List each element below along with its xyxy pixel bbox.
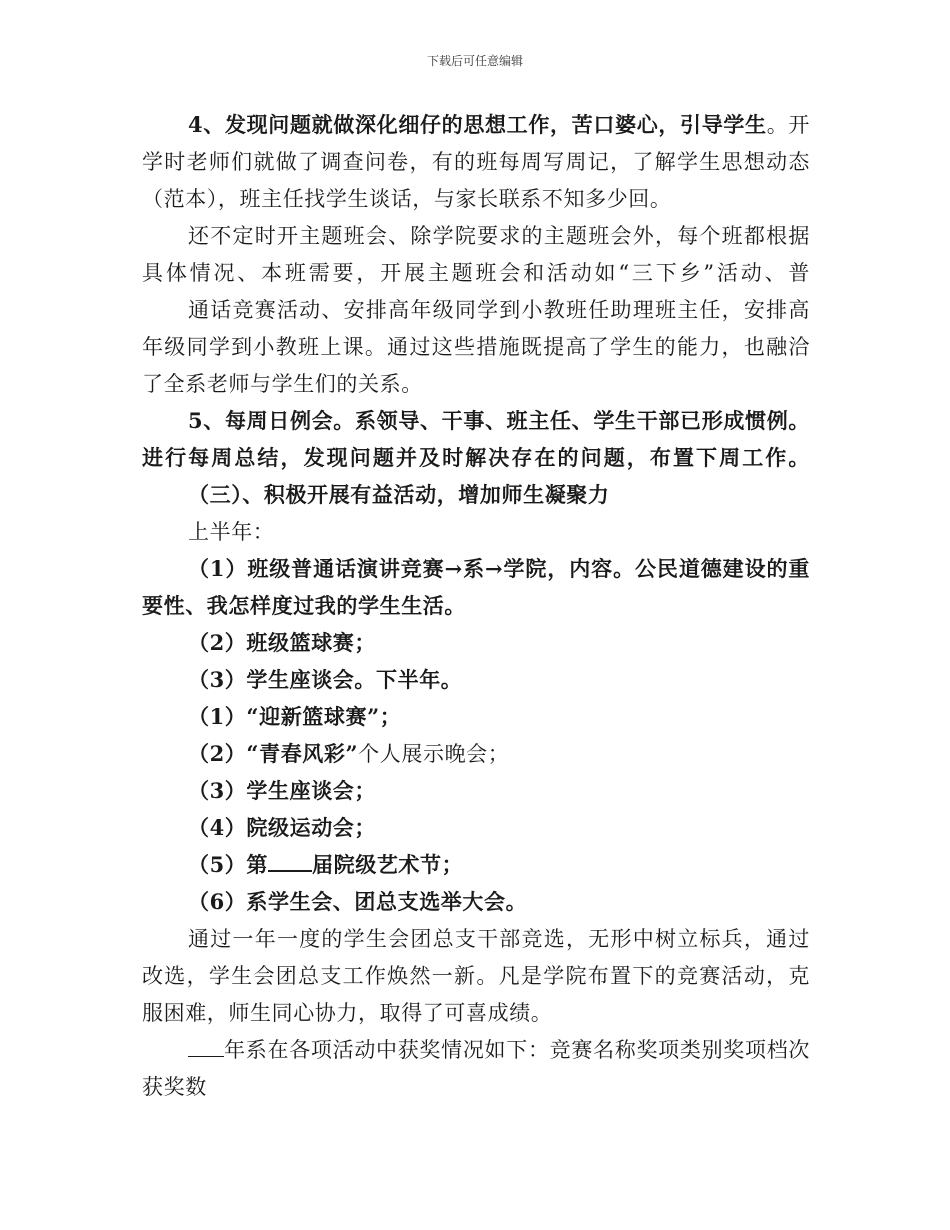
paragraph-line: 通话竞赛活动、安排高年级同学到小教班任助理班主任，安排高 <box>188 298 810 322</box>
paragraph-line: 年级同学到小教班上课。通过这些措施既提高了学生的能力，也融洽 <box>142 335 810 359</box>
text-run: 。开 <box>766 113 811 137</box>
paragraph-line: 具体情况、本班需要，开展主题班会和活动如“三下乡”活动、普 <box>142 261 810 285</box>
list-item: （6）系学生会、团总支选举大会。 <box>188 889 528 914</box>
paragraph-line: 改选，学生会团总支工作焕然一新。凡是学院布置下的竞赛活动，克 <box>142 964 810 988</box>
list-item: （3）学生座谈会。下半年。 <box>188 667 463 692</box>
bold-heading-5: 5、每周日例会。系领导、干事、班主任、学生干部已形成惯例。 <box>188 408 810 433</box>
section-heading: （三）、积极开展有益活动，增加师生凝聚力 <box>188 482 610 507</box>
list-item: （3）学生座谈会； <box>188 778 377 803</box>
paragraph-line: 了全系老师与学生们的关系。 <box>142 372 423 396</box>
bold-heading-4: 4、发现问题就做深化细仔的思想工作，苦口婆心，引导学生 <box>188 112 767 137</box>
paragraph-line <box>188 1032 810 1068</box>
blank-underline <box>188 1036 224 1057</box>
list-item: （1）班级普通话演讲竞赛→系→学院，内容。公民道德建设的重 <box>188 556 810 581</box>
bold-paragraph-line: 进行每周总结，发现问题并及时解决存在的问题，布置下周工作。 <box>142 445 810 470</box>
paragraph-line: 获奖数 <box>142 1075 207 1099</box>
paragraph-line: 通过一年一度的学生会团总支干部竞选，无形中树立标兵，通过 <box>188 927 810 951</box>
paragraph-line: （范本），班主任找学生谈话，与家长联系不知多少回。 <box>142 187 672 211</box>
page-header: 下载后可任意编辑 <box>426 54 523 68</box>
paragraph-line: 上半年： <box>188 520 275 544</box>
paragraph-line: 学时老师们就做了调查问卷，有的班每周写周记，了解学生思想动态 <box>142 150 810 174</box>
list-item: （1）“迎新篮球赛”； <box>188 704 402 729</box>
list-item-bold: （2）“青春风彩” <box>188 741 359 766</box>
list-item: （2）班级篮球赛； <box>188 630 377 655</box>
list-item <box>188 847 463 883</box>
text-run: 年系在各项活动中获奖情况如下：竞赛名称奖项类别奖项档次 <box>224 1038 810 1062</box>
blank-underline <box>268 850 312 872</box>
list-item: （4）院级运动会； <box>188 815 377 840</box>
paragraph-line <box>188 107 810 143</box>
list-item-prefix: （5）第 <box>188 852 269 877</box>
paragraph-line: 服困难，师生同心协力，取得了可喜成绩。 <box>142 1001 553 1025</box>
list-item-suffix: 届院级艺术节； <box>312 852 464 877</box>
list-item <box>188 736 509 772</box>
paragraph-line: 还不定时开主题班会、除学院要求的主题班会外，每个班都根据 <box>188 224 810 248</box>
list-item-continuation: 要性、我怎样度过我的学生生活。 <box>142 593 466 618</box>
list-item-text: 个人展示晚会； <box>358 742 510 766</box>
